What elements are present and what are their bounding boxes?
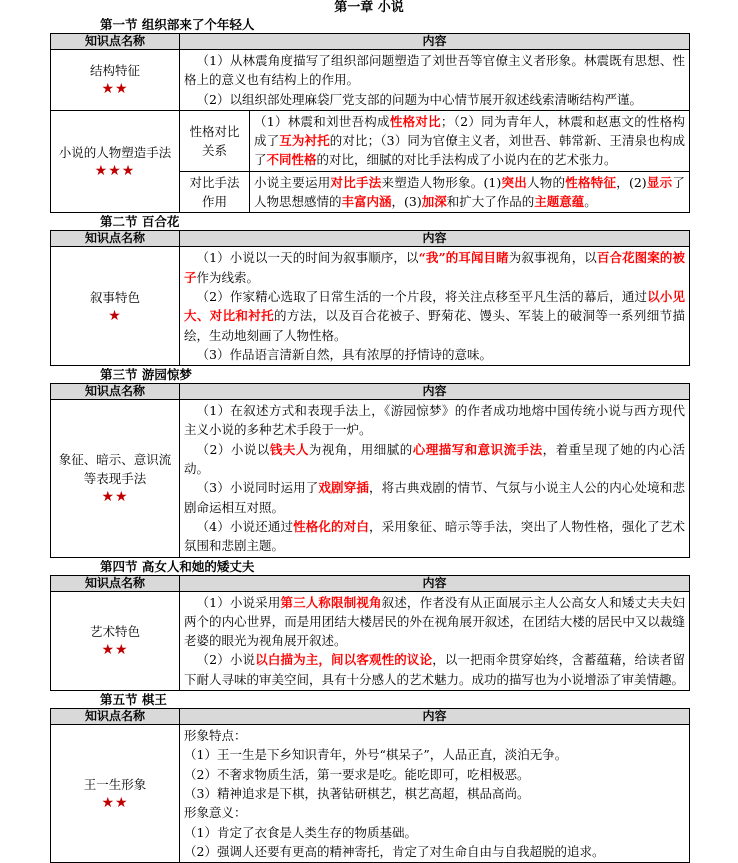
highlighted-text: 性格化的对白 (293, 518, 369, 534)
highlighted-text: 以白描为主，间以客观性的议论 (255, 652, 433, 668)
highlighted-text: 性格对比 (389, 113, 441, 129)
content-text: 为叙事视角，以 (508, 250, 597, 266)
content-cell (180, 247, 690, 366)
content-text: 的对比，细腻的对比手法构成了小说内在的艺术张力。 (316, 152, 617, 168)
knowledge-name: 象征、暗示、意识流等表现手法 (58, 452, 172, 487)
content-text: （2）以组织部处理麻袋厂党支部的问题为中心情节展开叙述线索清晰结构严谨。 (196, 91, 642, 107)
highlighted-text: 主题意蕴 (534, 194, 585, 210)
table-row (51, 110, 690, 171)
content-text: 叙述，作者没有从正面展示主人公高女人和矮丈夫夫妇两个的内心世界，而是用团结大楼居民的外在视角展开叙述，在团结大楼的居民中又以裁缝老婆的眼光为视角展开叙述。 (184, 594, 685, 649)
content-paragraph (184, 345, 685, 364)
content-paragraph (184, 517, 685, 556)
header-name: 知识点名称 (51, 34, 180, 50)
highlighted-text: 加深 (421, 194, 447, 210)
header-content: 内容 (180, 231, 690, 247)
highlighted-text: 钱夫人 (269, 441, 309, 457)
content-cell (180, 400, 690, 557)
section-title: 第三节 游园惊梦 (100, 367, 192, 383)
content-text: （2）小说以 (196, 441, 270, 457)
section-title: 第四节 高女人和她的矮丈夫 (100, 558, 255, 574)
content-text: （1）林震和刘世吾构成 (254, 113, 390, 129)
content-text: （3）精神追求是下棋，执著钻研棋艺，棋艺高超，棋品高尚。 (184, 785, 530, 801)
content-text: （1）在叙述方式和表现手法上，《游园惊梦》的作者成功地熔中国传统小说与西方现代主义小说的多种艺术手段于一炉。 (184, 403, 685, 438)
importance-stars: ★ (108, 307, 122, 324)
knowledge-name: 艺术特色 (89, 624, 140, 640)
importance-stars: ★★ (101, 642, 129, 659)
content-paragraph (184, 401, 685, 440)
knowledge-name-cell (51, 400, 180, 557)
highlighted-text: 第三人称限制视角 (280, 594, 382, 610)
importance-stars: ★★ (101, 489, 129, 506)
content-paragraph (184, 593, 685, 651)
section-title: 第一节 组织部来了个年轻人 (100, 17, 255, 32)
knowledge-table (50, 383, 690, 557)
content-text: ，着重呈现了她的内心活动。 (184, 441, 685, 477)
content-text: 了人物思想感情的 (254, 174, 685, 210)
chapter-title: 第一章 小说 (334, 0, 404, 15)
knowledge-name: 王一生形象 (83, 777, 147, 793)
content-paragraph (184, 765, 685, 784)
content-text: （2）强调人还要有更高的精神寄托，肯定了对生命自由与自我超脱的追求。 (184, 843, 605, 859)
section-title: 第二节 百合花 (100, 214, 180, 230)
knowledge-name-cell (51, 247, 180, 366)
header-content: 内容 (180, 709, 690, 725)
knowledge-name: 结构特征 (89, 63, 140, 79)
content-text: （1）小说采用 (196, 594, 281, 610)
content-text: （1）小说以一天的时间为叙事顺序，以 (196, 250, 419, 266)
content-text: （2）作家精心选取了日常生活的一个片段，将关注点移至平凡生活的幕后，通过 (196, 288, 648, 304)
highlighted-text: 性格特征 (565, 174, 617, 190)
content-text: 形象意义： (184, 805, 247, 821)
header-name: 知识点名称 (51, 575, 180, 591)
content-text: （2）小说 (196, 652, 256, 668)
header-name: 知识点名称 (51, 384, 180, 400)
content-text: 为视角，用细腻的 (308, 441, 413, 457)
content-text: 。 (584, 194, 597, 210)
content-paragraph (184, 784, 685, 803)
header-name: 知识点名称 (51, 709, 180, 725)
content-paragraph (254, 173, 685, 212)
content-text: 小说主要运用 (254, 174, 331, 190)
sub-label: 对比手法作用 (180, 171, 250, 213)
content-text: 和扩大了作品的 (446, 194, 535, 210)
content-paragraph (184, 478, 685, 517)
highlighted-text: 突出 (501, 174, 527, 190)
highlighted-text: 不同性格 (266, 152, 317, 168)
sub-label: 性格对比关系 (180, 110, 250, 171)
knowledge-table (50, 708, 690, 863)
highlighted-text: 以小见大、对比和衬托 (184, 288, 685, 324)
content-text: 的对比；（3）同为官僚主义者，刘世吾、韩常新、王清泉也构成了 (254, 133, 685, 168)
highlighted-text: “我”的耳闻目睹 (418, 250, 509, 266)
highlighted-text: 心理描写和意识流手法 (412, 441, 543, 457)
highlighted-text: 百合花图案的被子 (184, 250, 685, 285)
highlighted-text: 互为衬托 (279, 133, 330, 149)
highlighted-text: 对比手法 (330, 174, 382, 190)
content-text: （1）王一生是下乡知识青年，外号“棋呆子”，人品正直，淡泊无争。 (184, 747, 568, 763)
content-paragraph (184, 803, 685, 822)
knowledge-name: 叙事特色 (89, 289, 140, 305)
section-title: 第五节 棋王 (100, 692, 167, 708)
table-row (51, 50, 690, 111)
content-text: （4）小说还通过 (196, 518, 294, 534)
content-paragraph (184, 650, 685, 689)
content-text: （2）不奢求物质生活，第一要求是吃。能吃即可，吃相极恶。 (184, 766, 530, 782)
importance-stars: ★★ (101, 81, 129, 98)
header-content: 内容 (180, 34, 690, 50)
knowledge-name-cell (51, 110, 180, 212)
table-row (51, 247, 690, 366)
content-cell (180, 591, 690, 690)
content-text: （1）从林震角度描写了组织部问题塑造了刘世吾等官僚主义者形象。林震既有思想、性格上的意义也有结构上的作用。 (184, 53, 685, 88)
content-cell (250, 110, 690, 171)
content-text: ，(2) (616, 174, 647, 190)
header-name: 知识点名称 (51, 231, 180, 247)
content-text: 的方法，以及百合花被子、野菊花、馒头、军装上的破洞等一系列细节描绘，生动地刻画了人物性格。 (184, 308, 685, 343)
knowledge-name-cell (51, 50, 180, 111)
knowledge-name: 小说的人物塑造手法 (58, 145, 172, 161)
content-paragraph (184, 287, 685, 345)
content-text: ，以一把雨伞贯穿始终，含蓄蕴藉，给读者留下耐人寻味的审美空间，具有十分感人的艺术魅力。成功的描写也为小说增添了审美情趣。 (184, 652, 685, 687)
knowledge-name-cell (51, 591, 180, 690)
content-text: ；（2）同为青年人，林震和赵惠文的性格构成了 (254, 113, 685, 149)
content-cell (180, 725, 690, 863)
content-paragraph (184, 51, 685, 90)
content-text: 来塑造人物形象。(1) (381, 174, 502, 190)
highlighted-text: 显示 (646, 174, 673, 190)
highlighted-text: 戏剧穿插 (318, 480, 369, 496)
content-paragraph (184, 248, 685, 287)
highlighted-text: 丰富内涵 (341, 194, 392, 210)
content-paragraph (184, 823, 685, 842)
content-paragraph (184, 440, 685, 479)
content-paragraph (184, 90, 685, 109)
content-text: （3）小说同时运用了 (196, 480, 319, 496)
content-text: （3）作品语言清新自然，具有浓厚的抒情诗的意味。 (196, 346, 492, 362)
knowledge-name-cell (51, 725, 180, 863)
table-row (51, 725, 690, 863)
header-content: 内容 (180, 384, 690, 400)
content-text: ，将古典戏剧的情节、气氛与小说主人公的内心处境和悲剧命运相互对照。 (184, 480, 685, 515)
importance-stars: ★★ (101, 795, 129, 812)
header-content: 内容 (180, 575, 690, 591)
knowledge-table (50, 230, 690, 366)
importance-stars: ★★★ (94, 163, 136, 180)
content-cell (180, 50, 690, 111)
knowledge-table (50, 575, 690, 691)
content-paragraph (184, 842, 685, 861)
content-paragraph (184, 745, 685, 764)
content-text: （1）肯定了衣食是人类生存的物质基础。 (184, 824, 417, 840)
content-cell (250, 171, 690, 213)
content-paragraph (254, 112, 685, 170)
content-text: 作为线索。 (196, 269, 260, 285)
content-text: ，(3) (391, 194, 422, 210)
content-text: 人物的 (526, 174, 566, 190)
table-row (51, 591, 690, 690)
table-row (51, 400, 690, 557)
knowledge-table (50, 33, 690, 213)
content-paragraph (184, 726, 685, 745)
content-text: ，采用象征、暗示等手法，突出了人物性格，强化了艺术氛围和悲剧主题。 (184, 518, 685, 554)
content-text: 形象特点： (184, 728, 247, 744)
